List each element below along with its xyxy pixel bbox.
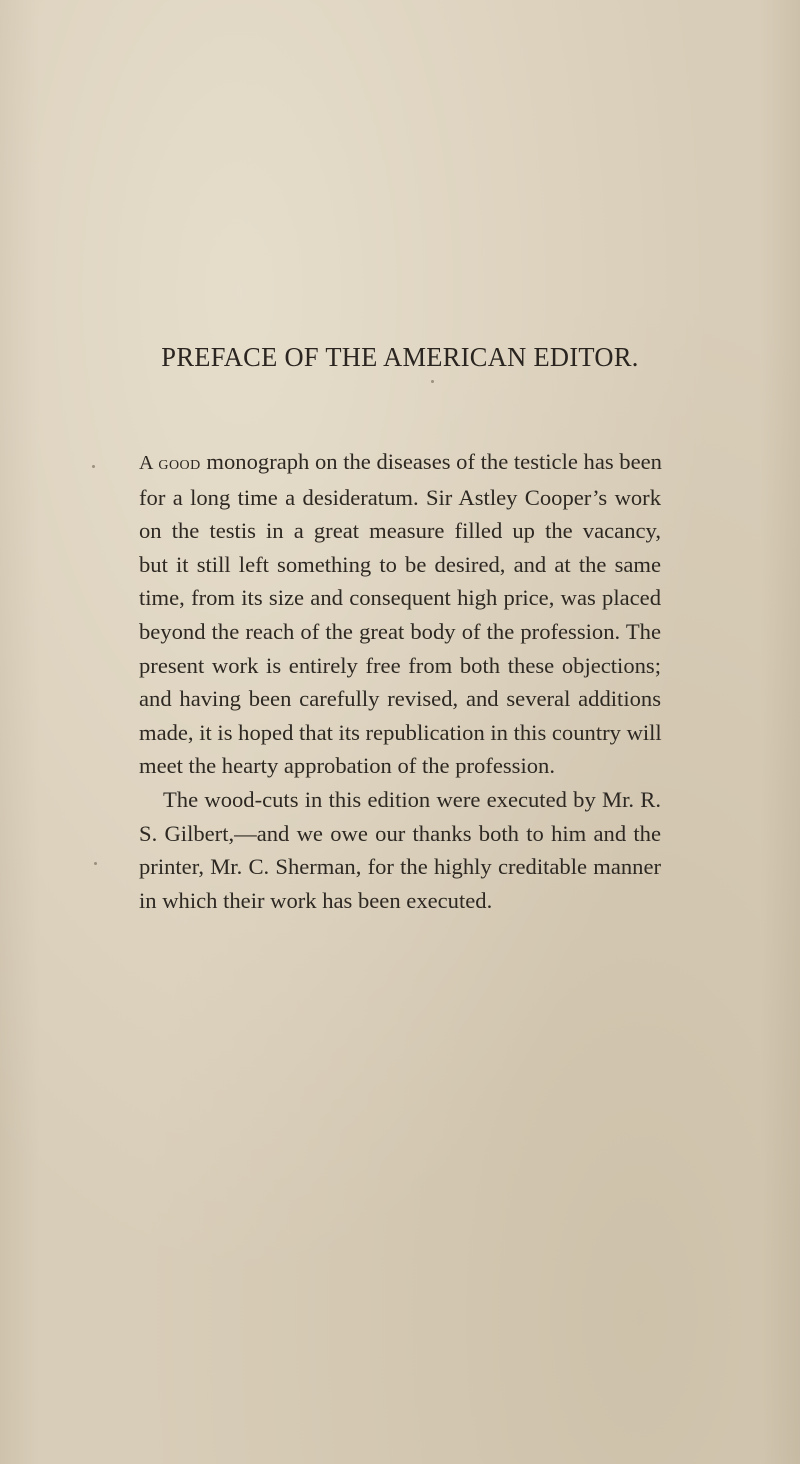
- paper-speck: [431, 380, 434, 383]
- page-title: PREFACE OF THE AMERICAN EDITOR.: [161, 342, 639, 372]
- text-line: meet the hearty approbation of the profession.: [139, 753, 555, 779]
- text-line: made, it is hoped that its republication in this country will: [139, 719, 662, 745]
- text-line: but it still left something to be desired, and at the same: [139, 551, 661, 577]
- text-line: beyond the reach of the great body of the profession. The: [139, 618, 661, 644]
- preface-body: [139, 445, 661, 917]
- text-line: [139, 445, 661, 481]
- text-line: for a long time a desideratum. Sir Astley Cooper’s work: [139, 484, 661, 510]
- text-line: The wood-cuts in this edition were executed by Mr. R.: [163, 786, 661, 812]
- text-line: S. Gilbert,—and we owe our thanks both to him and the: [139, 820, 661, 846]
- paragraph-2: [139, 783, 661, 917]
- opening-words: A good: [139, 452, 201, 474]
- line-text: monograph on the diseases of the testicle has been: [200, 449, 662, 474]
- text-line: in which their work has been executed.: [139, 887, 493, 913]
- paper-speck: [94, 862, 97, 865]
- text-line: present work is entirely free from both these objections;: [139, 652, 661, 678]
- paragraph-1: [139, 445, 661, 783]
- text-line: printer, Mr. C. Sherman, for the highly creditable manner: [139, 854, 661, 880]
- text-line: on the testis in a great measure filled up the vacancy,: [139, 518, 661, 544]
- text-line: and having been carefully revised, and several additions: [139, 686, 661, 712]
- paper-speck: [92, 465, 95, 468]
- text-line: time, from its size and consequent high price, was placed: [139, 585, 661, 611]
